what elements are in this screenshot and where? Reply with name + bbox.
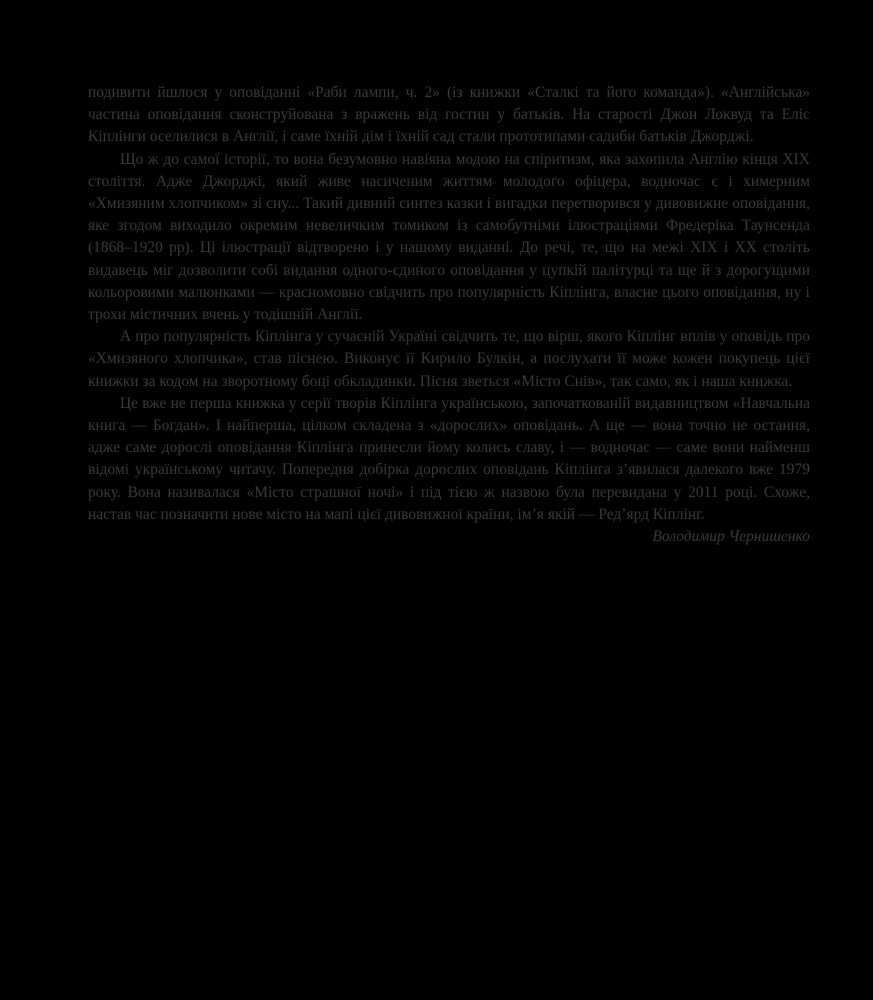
- paragraph-spiritism: Що ж до самої історії, то вона безумовно навіяна модою на спіритизм, яка захопила Англію кінця ХІХ століття. Адже Джорджі, який живе насиченим життям молодого офіцера, водночас є і химерним «Хмизяним хлопчиком» зі сну... Такий дивний синтез казки і вигадки перетворився у дивовижне оповідання, яке згодом виходило окремим невеличким томиком із самобутніми ілюстраціями Фредеріка Таунсенда (1868–1920 рр). Ці ілюстрації відтворено і у нашому виданні. До речі, те, що на межі ХІХ і ХХ століть видавець міг дозволити собі видання одного-єдиного оповідання у цупкій палітурці та ще й з дорогущими кольоровими малюнками — красномовно свідчить про популярність Кіплінга, власне цього оповідання, ну і трохи містичних вчень у тодішній Англії.: [88, 150, 810, 324]
- paragraph-series: Це вже не перша книжка у серії творів Кіплінга українською, започаткованій видавництвом «Навчальна книга — Богдан». І найперша, цілком складена з «дорослих» оповідань. А ще — вона точно не остання, адже саме дорослі оповідання Кіплінга принесли йому колись славу, і — водночас — саме вони найменш відомі українському читачу. Попередня добірка дорослих оповідань Кіплінга з’явилася далекого вже 1979 року. Вона називалася «Місто страшної ночі» і під тією ж назвою була перевидана у 2011 році. Схоже, настав час позначити нове місто на мапі цієї дивовижної країни, ім’я якій — Редʼярд Кіплінг.: [88, 394, 810, 523]
- page-text: [88, 82, 810, 548]
- author-signature: Володимир Чернишенко: [652, 528, 810, 546]
- paragraph-popularity: А про популярність Кіплінга у сучасній Україні свідчить те, що вірш, якого Кіплінг вплів у оповідь про «Хмизяного хлопчика», став піснею. Виконує її Кирило Булкін, а послухати її може кожен покупець цієї книжки за кодом на зворотному боці обкладинки. Пісня зветься «Місто Снів», так само, як і наша книжка.: [88, 328, 810, 390]
- paragraph-continuation: подивити йшлося у оповіданні «Раби лампи, ч. 2» (із книжки «Сталкі та його команда»). «Англійська» частина оповідання сконструйована з вражень від гостин у батьків. На старості Джон Локвуд та Еліс Кіплінги оселилися в Англії, і саме їхній дім і їхній сад стали прототипами садиби батьків Джорджі.: [88, 84, 810, 146]
